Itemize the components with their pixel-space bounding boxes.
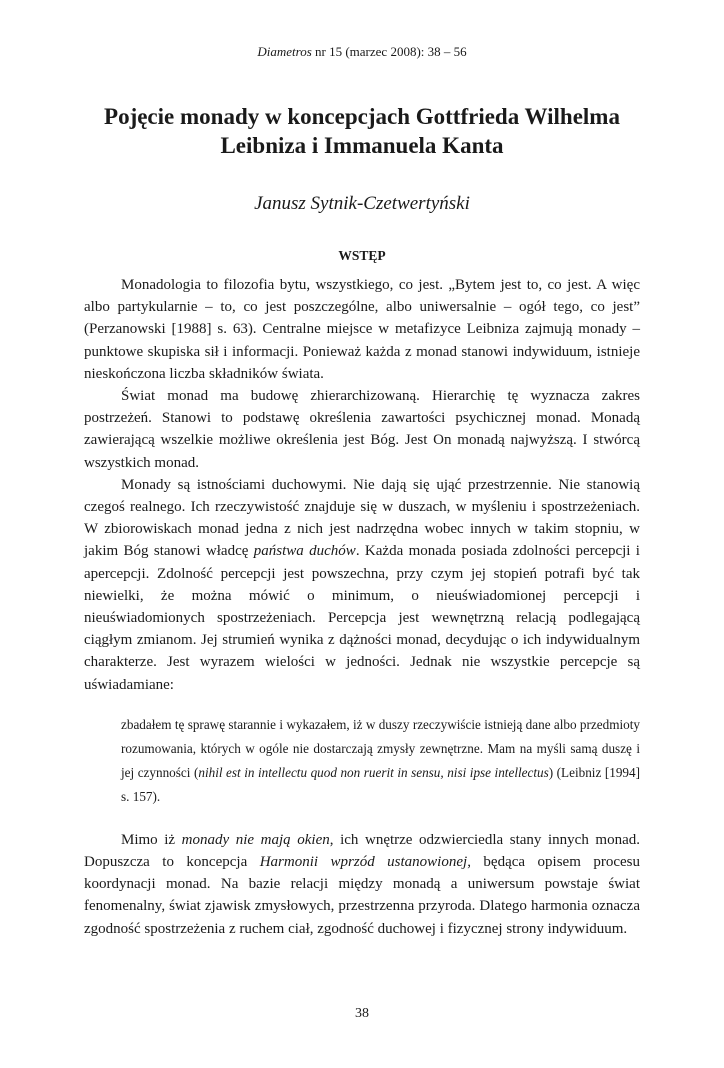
journal-name: Diametros	[257, 44, 312, 59]
paragraph-4-text-b: , ich wnętrze odzwierciedla stany innych monad. Dopuszcza to koncepcja	[84, 831, 640, 871]
paragraph-3-emphasis: państwa duchów	[253, 543, 356, 560]
article-title	[84, 102, 640, 160]
paragraph-4-text-c: , będąca opisem procesu koordynacji monad. Na bazie relacji między monadą a uniwersum powstaje świat fenomenalny, świat zjawisk zmysłowych, przestrzenna przyroda. Dlatego harmonia oznacza zgodność spostrzeżenia z ruchem ciał, zgodność duchowej i fizycznej strony indywiduum.	[84, 854, 640, 937]
journal-issue: nr 15 (marzec 2008): 38 – 56	[315, 44, 467, 59]
paragraph-4-text-a: Mimo iż	[121, 831, 182, 848]
paragraph-1: Monadologia to filozofia bytu, wszystkiego, co jest. „Bytem jest to, co jest. A więc albo partykularnie – to, co jest poszczególne, albo uniwersalnie – ogół tego, co jest” (Perzanowski [1988] s. 63). Centralne miejsce w metafizyce Leibniza zajmują monady – punktowe skupiska sił i informacji. Ponieważ każda z monad stanowi indywiduum, istnieje nieskończona liczba składników świata.	[84, 277, 640, 382]
paragraph-3	[84, 474, 640, 696]
paragraph-4-emphasis-1: monady nie mają okien	[181, 831, 330, 848]
paragraph-4-emphasis-2: Harmonii wprzód ustanowionej	[259, 854, 468, 871]
paragraph-4	[84, 829, 640, 940]
running-header	[84, 44, 640, 60]
paragraph-3-text-a: Monady są istnościami duchowymi. Nie dają się ująć przestrzennie. Nie stanowią czegoś realnego. Ich rzeczywistość znajduje się w duszach, w myśleniu i spostrzeżeniach. W zbiorowiskach monad jedna z nich jest nadrzędna wobec innych w takim stopniu, w jakim Bóg stanowi władcę	[84, 476, 640, 560]
section-heading: WSTĘP	[338, 248, 386, 263]
paragraph-2: Świat monad ma budowę zhierarchizowaną. Hierarchię tę wyznacza zakres postrzeżeń. Stanowi to podstawę określenia zawartości psychicznej monad. Monadą zawierającą wszelkie możliwe określenia jest Bóg. Jest On monadą najwyższą. I stwórcą wszystkich monad.	[84, 388, 640, 471]
article-body	[84, 274, 640, 940]
article-title-line-2: Leibniza i Immanuela Kanta	[220, 133, 504, 158]
document-page	[0, 44, 724, 1068]
article-title-line-1: Pojęcie monady w koncepcjach Gottfrieda Wilhelma	[104, 104, 620, 129]
block-quote-latin: nihil est in intellectu quod non ruerit in sensu, nisi ipse intellectus	[198, 764, 549, 780]
block-quote-citation: ) (Leibniz [1994] s. 157).	[121, 764, 641, 804]
page-number: 38	[355, 1006, 369, 1021]
block-quote	[121, 713, 640, 809]
paragraph-3-text-b: . Każda monada posiada zdolności percepcji i apercepcji. Zdolność percepcji jest powszechna, przy czym jej stopień potrafi być tak niewielki, że można mówić o minimum, o nieuświadomionej percepcji i nieuświadomionych spostrzeżeniach. Percepcja jest wewnętrzną relacją podlegającą ciągłym zmianom. Jej strumień wynika z dążności monad, decydując o ich indywidualnym charakterze. Jest wyrazem wielości w jedności. Jednak nie wszystkie percepcje są uświadamiane:	[84, 543, 640, 693]
block-quote-text-a: zbadałem tę sprawę starannie i wykazałem, iż w duszy rzeczywiście istnieją dane albo przedmioty rozumowania, których w ogóle nie dostarczają zmysły zewnętrzne. Mam na myśli samą duszę i jej czynności (	[121, 716, 640, 780]
author-name: Janusz Sytnik-Czetwertyński	[254, 193, 470, 214]
